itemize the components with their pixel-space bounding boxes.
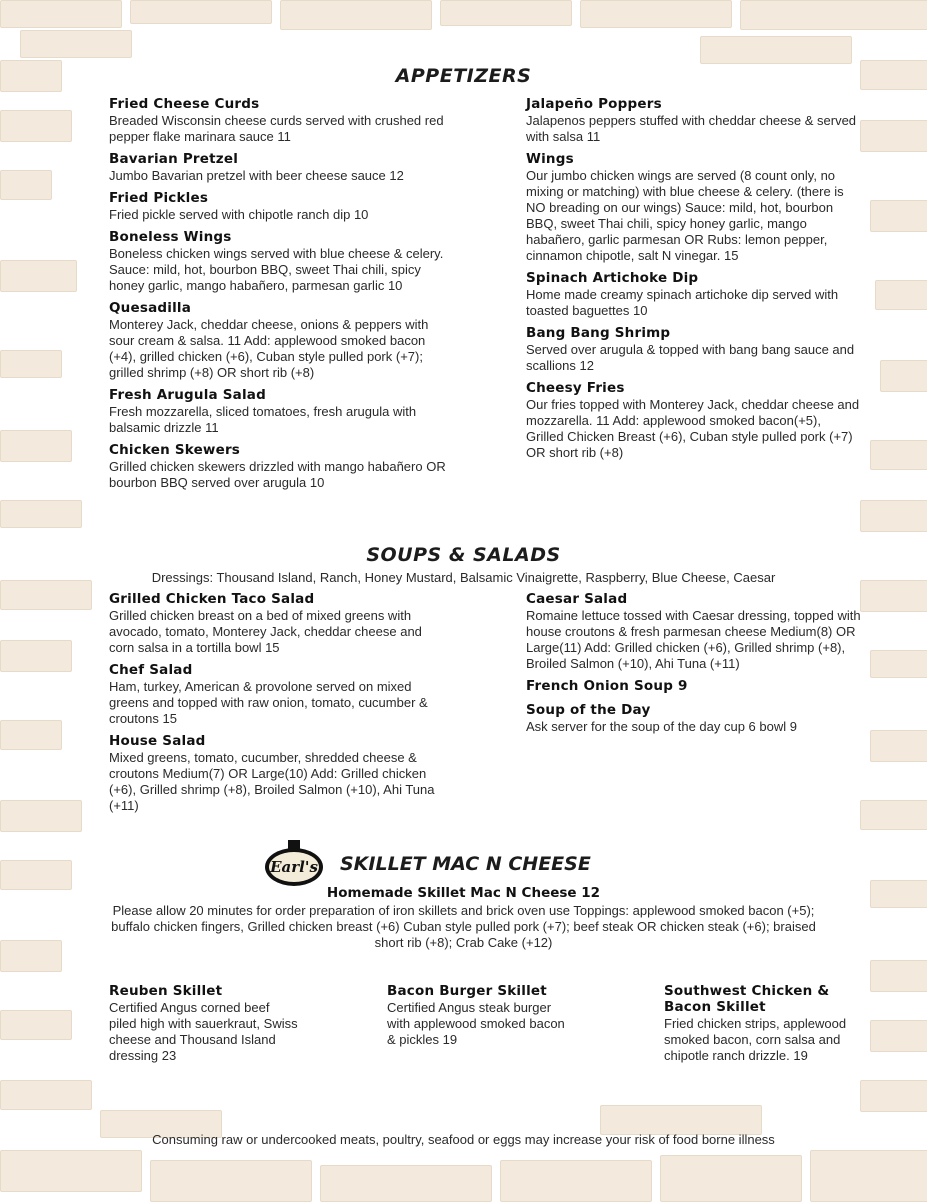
brick xyxy=(660,1155,802,1202)
item-desc: Breaded Wisconsin cheese curds served with crushed red pepper flake marinara sauce 11 xyxy=(109,113,444,144)
item-name: Cheesy Fries xyxy=(526,380,625,396)
brick xyxy=(0,720,62,750)
menu-item xyxy=(526,678,861,694)
brick xyxy=(440,0,572,26)
item-desc: Monterey Jack, cheddar cheese, onions & peppers with sour cream & salsa. 11 Add: applewood smoked bacon (+4), grilled chicken (+6), Cuban style pulled pork (+7); grilled shrimp (+8) OR short rib (+8) xyxy=(109,317,429,380)
skillet-item-3 xyxy=(664,983,854,1064)
brick xyxy=(0,170,52,200)
item-name: Spinach Artichoke Dip xyxy=(526,270,699,286)
brick xyxy=(0,1150,142,1192)
item-desc: Boneless chicken wings served with blue cheese & celery. Sauce: mild, hot, bourbon BBQ, sweet Thai chili, spicy honey garlic, mango habañero, parmesan garlic 10 xyxy=(109,246,444,293)
menu-item xyxy=(526,702,861,735)
brick xyxy=(860,500,927,532)
item-name: Boneless Wings xyxy=(109,229,232,245)
menu-item xyxy=(109,442,449,491)
brick xyxy=(700,36,852,64)
brick xyxy=(870,730,927,762)
brick xyxy=(0,0,122,28)
item-name: Fried Pickles xyxy=(109,190,209,206)
item-desc: Romaine lettuce tossed with Caesar dressing, topped with house croutons & fresh parmesan cheese Medium(8) OR Large(11) Add: Grilled chicken (+6), Grilled shrimp (+8), Broiled Salmon (+10), Ahi Tuna (+11) xyxy=(526,608,861,671)
brick xyxy=(20,30,132,58)
menu-item xyxy=(109,662,449,727)
item-desc: Certified Angus corned beef piled high with sauerkraut, Swiss cheese and Thousand Island dressing 23 xyxy=(109,1000,298,1063)
skillet-subtitle: Homemade Skillet Mac N Cheese 12 xyxy=(326,885,601,901)
item-desc: Ask server for the soup of the day cup 6 bowl 9 xyxy=(526,719,797,734)
item-name: Chef Salad xyxy=(109,662,193,678)
item-desc: Mixed greens, tomato, cucumber, shredded cheese & croutons Medium(7) OR Large(10) Add: Grilled chicken (+6), Grilled shrimp (+8), Broiled Salmon (+10), Ahi Tuna (+11) xyxy=(109,750,435,813)
soups-salads-title: SOUPS & SALADS xyxy=(366,544,561,566)
brick xyxy=(0,1080,92,1110)
brick xyxy=(0,260,77,292)
menu-item xyxy=(526,380,861,461)
menu-item xyxy=(526,270,861,319)
menu-item xyxy=(109,300,449,381)
appetizers-right-column xyxy=(526,96,861,467)
brick xyxy=(880,360,927,392)
item-desc: Served over arugula & topped with bang bang sauce and scallions 12 xyxy=(526,342,855,373)
item-name: Southwest Chicken & Bacon Skillet xyxy=(664,983,830,1015)
brick xyxy=(860,120,927,152)
brick xyxy=(870,650,927,678)
svg-text:Earl's: Earl's xyxy=(270,858,318,876)
brick xyxy=(870,440,927,470)
brick xyxy=(740,0,927,30)
item-name: Fried Cheese Curds xyxy=(109,96,260,112)
menu-item xyxy=(109,151,449,184)
item-name: Fresh Arugula Salad xyxy=(109,387,266,403)
menu-item xyxy=(526,151,861,264)
brick xyxy=(150,1160,312,1202)
brick xyxy=(0,800,82,832)
skillet-title: SKILLET MAC N CHEESE xyxy=(340,853,591,875)
item-desc: Our fries topped with Monterey Jack, cheddar cheese and mozzarella. 11 Add: applewood smoked bacon(+5), Grilled Chicken Breast (+6), Cuban style pulled pork (+7) OR short rib (+8) xyxy=(526,397,860,460)
menu-item xyxy=(109,190,449,223)
item-name: Bacon Burger Skillet xyxy=(387,983,547,999)
brick xyxy=(130,0,272,24)
item-desc: Our jumbo chicken wings are served (8 count only, no mixing or matching) with blue cheese & celery. (there is NO breading on our wings) Sauce: mild, hot, bourbon BBQ, sweet Thai chili, spicy honey garlic, mango habañero, garlic parmesan OR Rubs: lemon pepper, cinnamon chipotle, salt N vinegar. 15 xyxy=(526,168,844,263)
menu-item xyxy=(109,387,449,436)
skillet-toppings-line-2: buffalo chicken fingers, Grilled chicken breast (+6) Cuban style pulled pork (+7); beef steak OR chicken steak (+6); braised xyxy=(111,919,816,934)
menu-item xyxy=(526,325,861,374)
item-name: Jalapeño Poppers xyxy=(526,96,662,112)
menu-item xyxy=(109,591,449,656)
item-desc: Fried pickle served with chipotle ranch dip 10 xyxy=(109,207,369,222)
brick xyxy=(0,500,82,528)
brick xyxy=(870,960,927,992)
brick xyxy=(580,0,732,28)
item-desc: Ham, turkey, American & provolone served on mixed greens and topped with raw onion, tomato, cucumber & croutons 15 xyxy=(109,679,428,726)
appetizers-title: APPETIZERS xyxy=(395,65,532,87)
item-name: Reuben Skillet xyxy=(109,983,223,999)
item-name: Bang Bang Shrimp xyxy=(526,325,671,341)
brick xyxy=(0,640,72,672)
skillet-item-2 xyxy=(387,983,577,1048)
appetizers-left-column xyxy=(109,96,449,497)
item-name: House Salad xyxy=(109,733,206,749)
dressings-line: Dressings: Thousand Island, Ranch, Honey Mustard, Balsamic Vinaigrette, Raspberry, Blue Cheese, Caesar xyxy=(151,570,776,585)
brick xyxy=(600,1105,762,1135)
skillet-toppings-line-1: Please allow 20 minutes for order preparation of iron skillets and brick oven use Toppings: applewood smoked bacon (+5); xyxy=(112,903,815,918)
item-desc: Jumbo Bavarian pretzel with beer cheese sauce 12 xyxy=(109,168,404,183)
item-desc: Grilled chicken breast on a bed of mixed greens with avocado, tomato, Monterey Jack, cheddar cheese and corn salsa in a tortilla bowl 15 xyxy=(109,608,422,655)
item-name: Soup of the Day xyxy=(526,702,651,718)
item-desc: Fresh mozzarella, sliced tomatoes, fresh arugula with balsamic drizzle 11 xyxy=(109,404,417,435)
item-desc: Fried chicken strips, applewood smoked bacon, corn salsa and chipotle ranch drizzle. 19 xyxy=(664,1016,847,1063)
brick xyxy=(870,1020,927,1052)
brick xyxy=(870,200,927,232)
brick xyxy=(0,1010,72,1040)
item-desc: Jalapenos peppers stuffed with cheddar cheese & served with salsa 11 xyxy=(526,113,857,144)
brick xyxy=(0,430,72,462)
brick xyxy=(500,1160,652,1202)
brick xyxy=(0,350,62,378)
skillet-toppings-line-3: short rib (+8); Crab Cake (+12) xyxy=(374,935,553,950)
menu-item xyxy=(109,96,449,145)
item-name: French Onion Soup 9 xyxy=(526,678,688,694)
soups-right-column xyxy=(526,591,861,741)
soups-left-column xyxy=(109,591,449,820)
brick xyxy=(875,280,927,310)
brick xyxy=(280,0,432,30)
item-desc: Certified Angus steak burger with applewood smoked bacon & pickles 19 xyxy=(387,1000,565,1047)
skillet-item-1 xyxy=(109,983,299,1064)
item-name: Quesadilla xyxy=(109,300,192,316)
brick xyxy=(810,1150,927,1202)
item-name: Chicken Skewers xyxy=(109,442,241,458)
item-name: Wings xyxy=(526,151,574,167)
food-warning: Consuming raw or undercooked meats, poultry, seafood or eggs may increase your risk of food borne illness xyxy=(152,1132,775,1147)
brick xyxy=(860,800,927,830)
menu-item xyxy=(109,229,449,294)
brick xyxy=(320,1165,492,1202)
item-name: Bavarian Pretzel xyxy=(109,151,239,167)
item-name: Caesar Salad xyxy=(526,591,628,607)
brick xyxy=(860,1080,927,1112)
item-desc: Home made creamy spinach artichoke dip served with toasted baguettes 10 xyxy=(526,287,839,318)
item-desc: Grilled chicken skewers drizzled with mango habañero OR bourbon BBQ served over arugula 10 xyxy=(109,459,446,490)
menu-item xyxy=(109,733,449,814)
item-name: Grilled Chicken Taco Salad xyxy=(109,591,315,607)
brick xyxy=(0,110,72,142)
menu-item xyxy=(526,591,861,672)
menu-item xyxy=(526,96,861,145)
